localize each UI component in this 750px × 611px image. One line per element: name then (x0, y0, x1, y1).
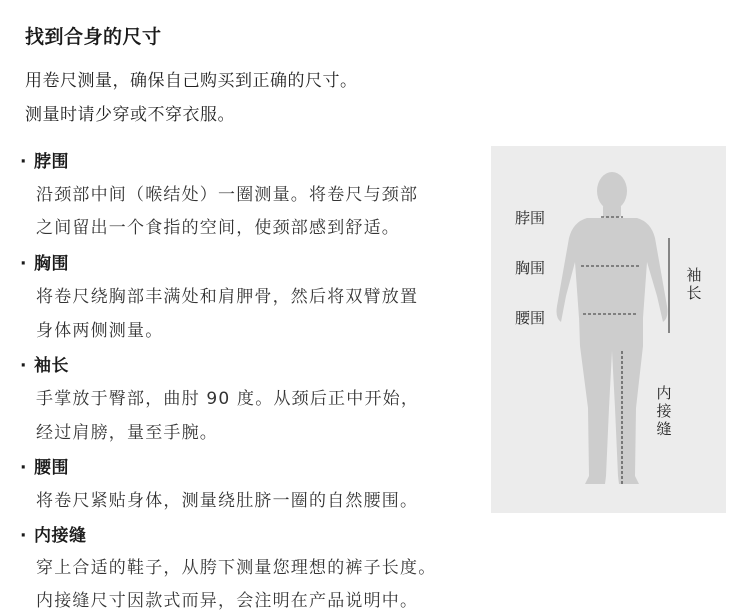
bullet-dot: · (20, 254, 27, 274)
intro-line-2: 测量时请少穿或不穿衣服。 (25, 105, 235, 125)
section-sleeve-title (20, 351, 69, 376)
bullet-dot: · (20, 152, 27, 172)
section-chest-text-2: 身体两侧测量。 (36, 321, 164, 341)
figure-label-neck: 脖围 (515, 209, 546, 227)
measurement-figure (491, 146, 726, 513)
body-silhouette (491, 146, 726, 513)
section-inseam-text-2: 内接缝尺寸因款式而异，会注明在产品说明中。 (36, 591, 419, 611)
section-neck-label: 脖围 (34, 152, 69, 172)
figure-label-inseam: 内接缝 (656, 384, 672, 438)
figure-label-chest: 胸围 (515, 259, 546, 277)
section-waist-text-1: 将卷尺紧贴身体，测量绕肚脐一圈的自然腰围。 (36, 491, 419, 511)
section-neck-title (20, 147, 69, 172)
section-waist-label: 腰围 (34, 458, 69, 478)
section-sleeve-text-1: 手掌放于臀部，曲肘 90 度。从颈后正中开始， (36, 389, 420, 409)
section-inseam-title (20, 521, 87, 546)
section-chest-text-1: 将卷尺绕胸部丰满处和肩胛骨，然后将双臂放置 (36, 287, 419, 307)
section-neck-text-2: 之间留出一个食指的空间，使颈部感到舒适。 (36, 218, 400, 238)
section-neck-text-1: 沿颈部中间（喉结处）一圈测量。将卷尺与颈部 (36, 185, 419, 205)
section-chest-title (20, 249, 69, 274)
section-chest-label: 胸围 (34, 254, 69, 274)
section-sleeve-label: 袖长 (34, 356, 69, 376)
section-sleeve-text-2: 经过肩膀，量至手腕。 (36, 423, 218, 443)
intro-line-1: 用卷尺测量，确保自己购买到正确的尺寸。 (25, 71, 358, 91)
bullet-dot: · (20, 458, 27, 478)
figure-label-sleeve: 袖长 (686, 266, 702, 302)
bullet-dot: · (20, 356, 27, 376)
figure-label-waist: 腰围 (515, 309, 546, 327)
section-inseam-label: 内接缝 (34, 526, 87, 546)
section-waist-title (20, 453, 69, 478)
section-inseam-text-1: 穿上合适的鞋子，从胯下测量您理想的裤子长度。 (36, 558, 437, 578)
bullet-dot: · (20, 526, 27, 546)
page-title: 找到合身的尺寸 (25, 26, 162, 48)
